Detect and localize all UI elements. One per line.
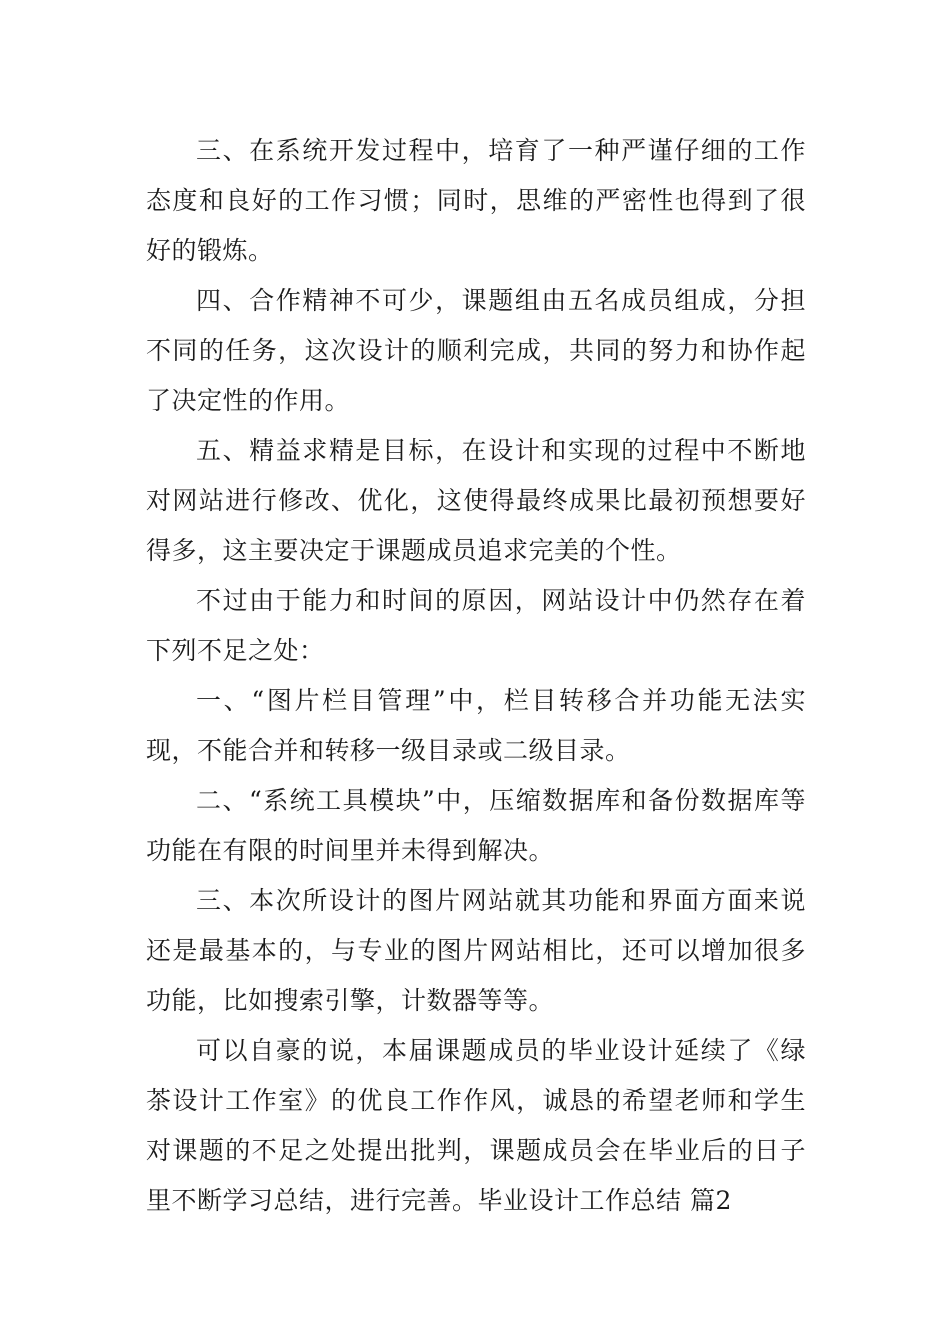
paragraph-conclusion-4: 四、合作精神不可少，课题组由五名成员组成，分担不同的任务，这次设计的顺利完成，共同的努力和协作起了决定性的作用。 <box>146 286 806 415</box>
paragraph-shortcoming-1: 一、“图片栏目管理”中，栏目转移合并功能无法实现，不能合并和转移一级目录或二级目录。 <box>146 686 806 765</box>
paragraph-shortcoming-2: 二、“系统工具模块”中，压缩数据库和备份数据库等功能在有限的时间里并未得到解决。 <box>146 786 806 865</box>
paragraph-conclusion-3: 三、在系统开发过程中，培育了一种严谨仔细的工作态度和良好的工作习惯；同时，思维的严密性也得到了很好的锻炼。 <box>146 136 806 265</box>
paragraph-conclusion-5: 五、精益求精是目标，在设计和实现的过程中不断地对网站进行修改、优化，这使得最终成果比最初预想要好得多，这主要决定于课题成员追求完美的个性。 <box>146 436 806 565</box>
paragraph-closing: 可以自豪的说，本届课题成员的毕业设计延续了《绿茶设计工作室》的优良工作作风，诚恳的希望老师和学生对课题的不足之处提出批判，课题成员会在毕业后的日子里不断学习总结，进行完善。毕业设计工作总结 篇2 <box>146 1036 806 1215</box>
paragraph-shortcomings-intro: 不过由于能力和时间的原因，网站设计中仍然存在着下列不足之处： <box>146 586 806 665</box>
paragraph-shortcoming-3: 三、本次所设计的图片网站就其功能和界面方面来说还是最基本的，与专业的图片网站相比，还可以增加很多功能，比如搜索引擎，计数器等等。 <box>146 886 806 1015</box>
document-body <box>146 126 806 1226</box>
